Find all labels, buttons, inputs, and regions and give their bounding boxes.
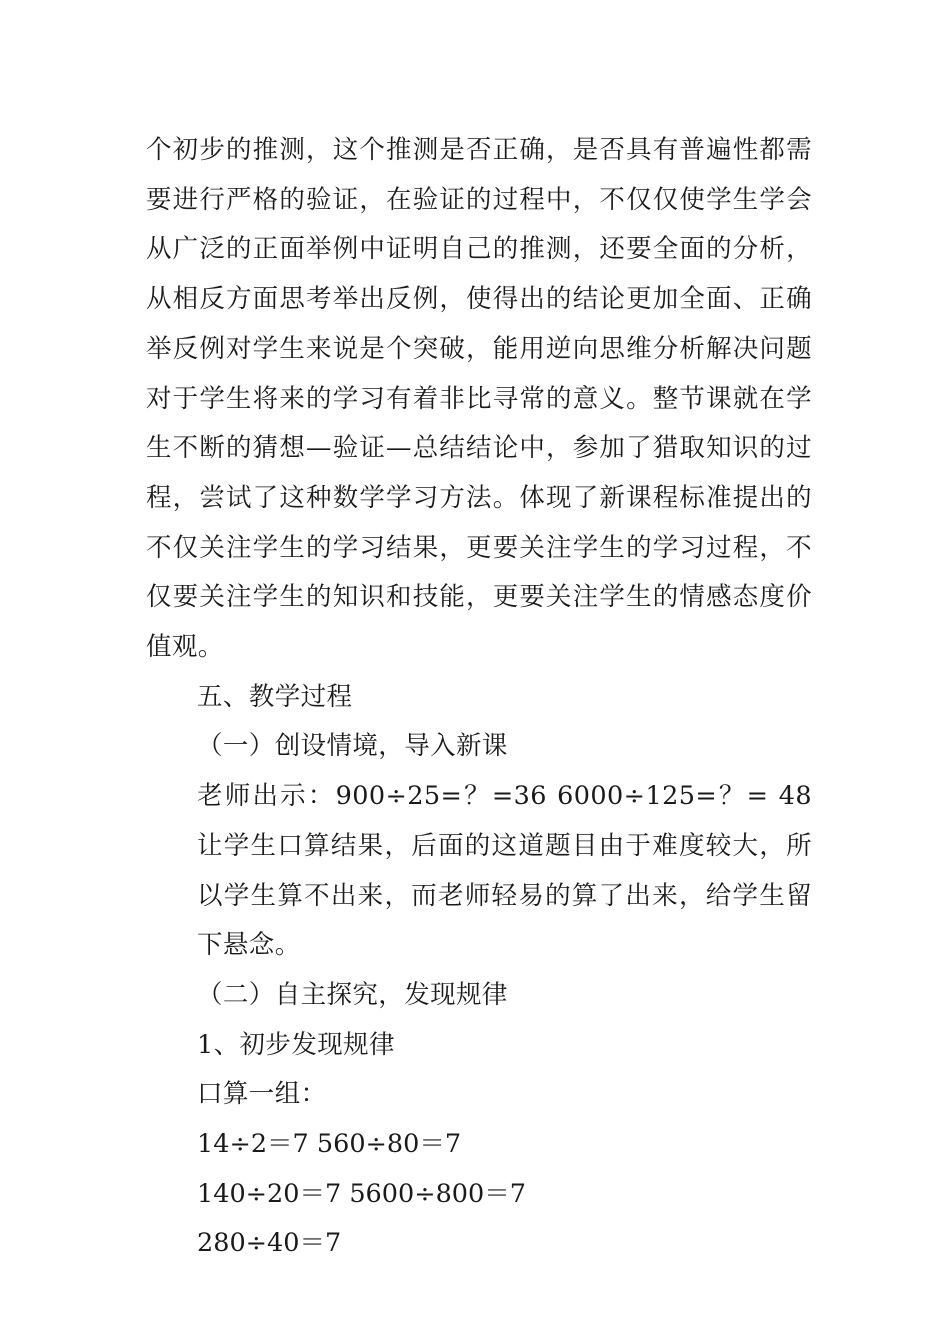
calc-line: 14÷2＝7 560÷80＝7	[197, 1129, 462, 1160]
paragraph-continuation: 个初步的推测，这个推测是否正确，是否具有普遍性都需要进行严格的验证，在验证的过程中，不仅仅使学生学会从广泛的正面举例中证明自己的推测，还要全面的分析，从相反方面思考举出反例，使得出的结论更加全面、正确举反例对学生来说是个突破，能用逆向思维分析解决问题对于学生将来的学习有着非比寻常的意义。整节课就在学生不断的猜想—验证—总结结论中，参加了猎取知识的过程，尝试了这种数学学习方法。体现了新课程标准提出的不仅关注学生的学习结果，更要关注学生的学习过程，不仅要关注学生的知识和技能，更要关注学生的情感态度价值观。	[146, 135, 812, 663]
heading-step-1: 1、初步发现规律	[197, 1029, 395, 1060]
heading-subsection-1: （一）创设情境，导入新课	[197, 731, 508, 762]
document-body	[146, 126, 812, 1269]
heading-section-5: 五、教学过程	[197, 681, 353, 712]
label-oral-group: 口算一组：	[197, 1079, 327, 1110]
calc-line: 280÷40＝7	[197, 1228, 342, 1259]
calc-line: 140÷20＝7 5600÷800＝7	[197, 1178, 526, 1209]
paragraph-teacher-demo: 老师出示：900÷25=？=36 6000÷125=？= 48 让学生口算结果，后面的这道题目由于难度较大，所以学生算不出来，而老师轻易的算了出来，给学生留下悬念。	[197, 781, 812, 961]
heading-subsection-2: （二）自主探究，发现规律	[197, 979, 508, 1010]
